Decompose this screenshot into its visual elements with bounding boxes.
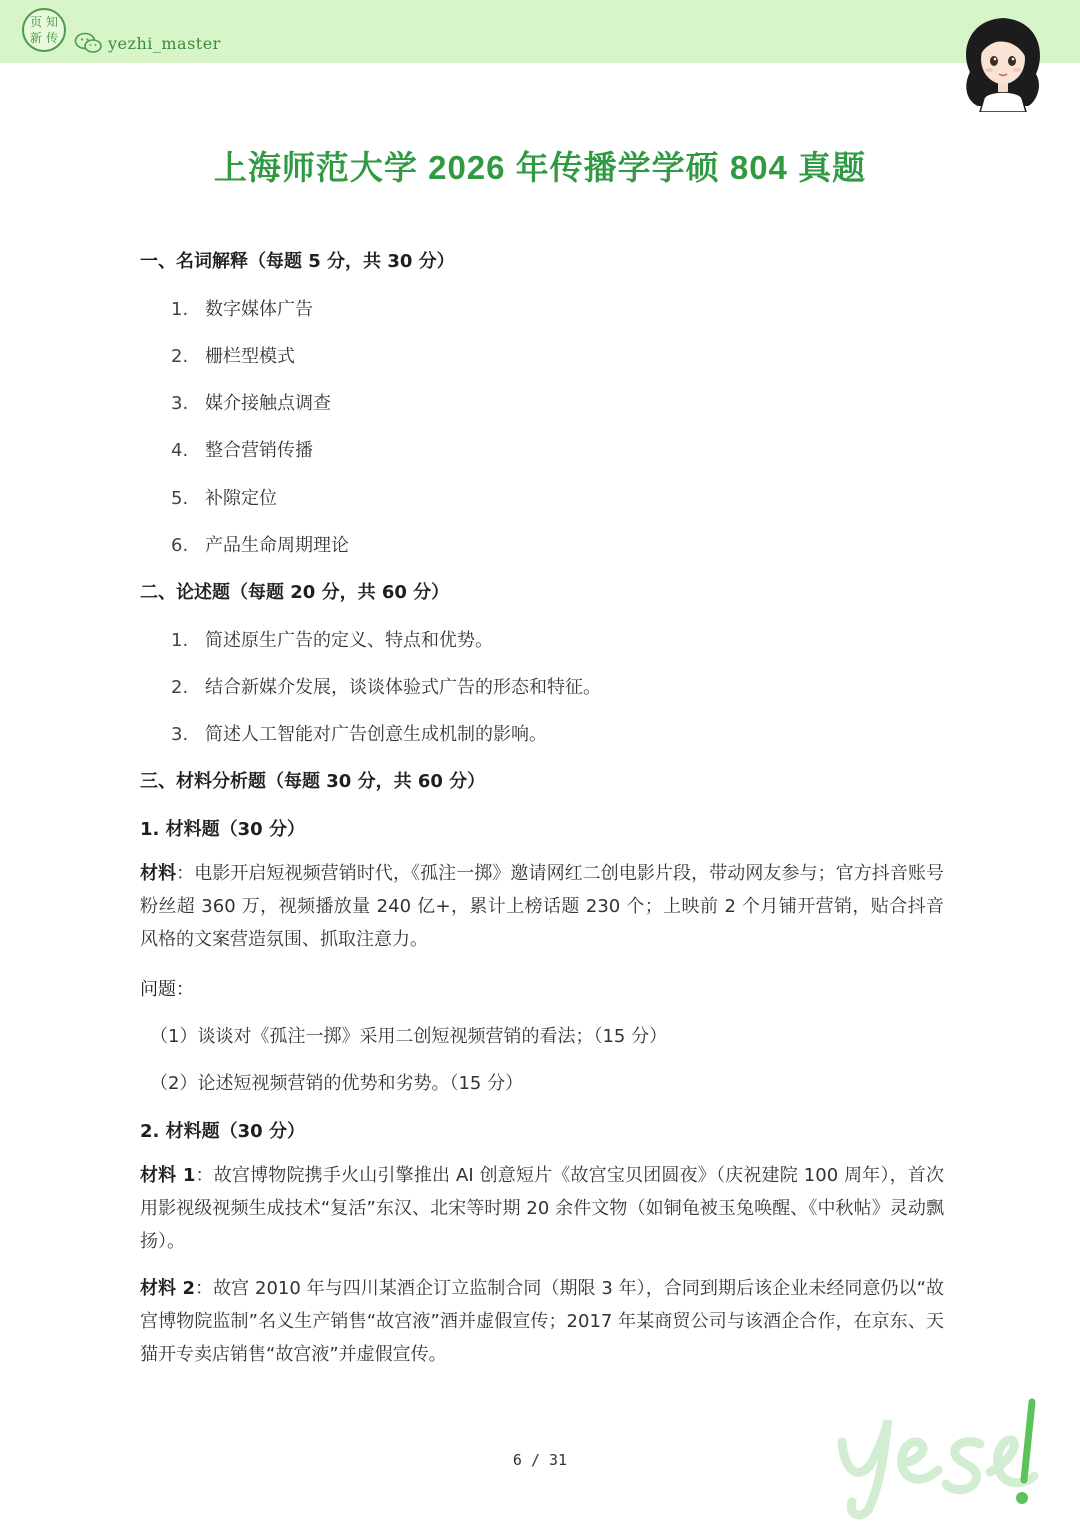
list-item [171,295,313,321]
material-paragraph [140,1159,944,1258]
item-text: 简述原生广告的定义、特点和优势。 [205,630,493,651]
logo-char: 传 [45,31,58,45]
logo-char: 知 [45,15,58,29]
item-number: 4. [171,440,189,461]
material-label: 材料 2 [140,1278,195,1299]
item-text: 产品生命周期理论 [205,535,349,556]
question-label: 问题： [140,979,194,1000]
section-heading: 一、名词解释（每题 5 分，共 30 分） [140,251,455,272]
list-item [171,342,295,368]
item-text: 数字媒体广告 [205,299,313,320]
item-text: 补隙定位 [205,488,277,509]
item-text: 简述人工智能对广告创意生成机制的影响。 [205,724,547,745]
page-title: 上海师范大学 2026 年传播学学硕 804 真题 [213,149,867,186]
item-text: 媒介接触点调查 [205,393,331,414]
account-handle: yezhi_master [108,34,221,53]
question-heading: 1. 材料题（30 分） [140,819,305,840]
sub-question: （1）谈谈对《孤注一掷》采用二创短视频营销的看法；（15 分） [150,1026,668,1047]
list-item [171,436,313,462]
list-item [171,720,547,746]
item-number: 3. [171,393,189,414]
section-heading: 三、材料分析题（每题 30 分，共 60 分） [140,771,486,792]
item-number: 3. [171,724,189,745]
sub-question: （2）论述短视频营销的优势和劣势。（15 分） [150,1073,524,1094]
section-heading: 二、论述题（每题 20 分，共 60 分） [140,582,450,603]
list-item [171,626,493,652]
item-number: 1. [171,299,189,320]
avatar [958,12,1048,112]
item-number: 1. [171,630,189,651]
logo-char: 页 [29,15,42,29]
item-text: 整合营销传播 [205,440,313,461]
list-item [171,484,277,510]
item-text: 栅栏型模式 [205,346,295,367]
material-label: 材料 [140,863,177,884]
list-item [171,531,349,557]
logo-char: 新 [29,31,42,45]
list-item [171,673,601,699]
material-text: ：故宫博物院携手火山引擎推出 AI 创意短片《故宫宝贝团圆夜》（庆祝建院 100 周年），首次用影视级视频生成技术“复活”东汉、北宋等时期 20 余件文物（如铜龟被玉兔唤醒、《中秋帖》灵动飘扬）。 [140,1165,944,1252]
item-number: 2. [171,346,189,367]
logo [22,8,66,52]
material-label: 材料 1 [140,1165,196,1186]
header-bar [0,0,1080,63]
item-number: 6. [171,535,189,556]
item-text: 结合新媒介发展，谈谈体验式广告的形态和特征。 [205,677,601,698]
material-text: ：电影开启短视频营销时代，《孤注一掷》邀请网红二创电影片段，带动网友参与；官方抖音账号粉丝超 360 万，视频播放量 240 亿+，累计上榜话题 230 个；上映前 2 个月铺开营销，贴合抖音风格的文案营造氛围、抓取注意力。 [140,863,944,950]
material-paragraph [140,1272,944,1371]
material-paragraph [140,857,944,956]
page-number: 6 / 31 [512,1451,568,1469]
material-text: ：故宫 2010 年与四川某酒企订立监制合同（期限 3 年），合同到期后该企业未经同意仍以“故宫博物院监制”名义生产销售“故宫液”酒并虚假宣传；2017 年某商贸公司与该酒企合作，在京东、天猫开专卖店销售“故宫液”并虚假宣传。 [140,1278,945,1365]
question-heading: 2. 材料题（30 分） [140,1121,305,1142]
item-number: 2. [171,677,189,698]
wechat-icon [74,32,104,54]
list-item [171,389,331,415]
yes-watermark [830,1392,1050,1522]
item-number: 5. [171,488,189,509]
